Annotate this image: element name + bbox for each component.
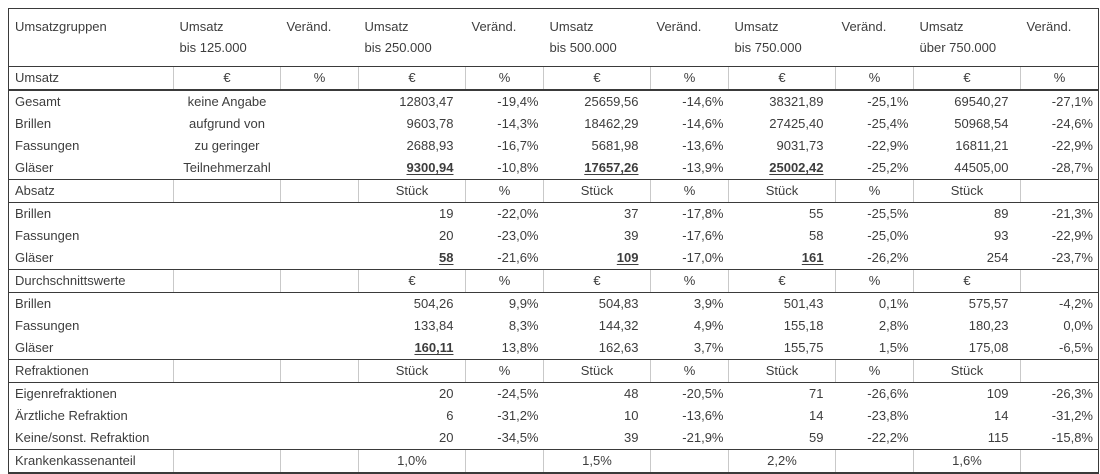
change-cell: -19,4% bbox=[497, 94, 539, 109]
unit-cell bbox=[174, 270, 281, 293]
value-cell: 14 bbox=[994, 408, 1009, 423]
footer-value-cell bbox=[1021, 450, 1099, 474]
row-label: Fassungen bbox=[15, 318, 80, 333]
data-row-brillen-absatz bbox=[9, 203, 1099, 226]
value-cell: 89 bbox=[994, 206, 1009, 221]
row-label: Fassungen bbox=[15, 138, 80, 153]
row-label: Gläser bbox=[15, 160, 54, 175]
value-cell: 504,83 bbox=[598, 296, 639, 311]
change-cell bbox=[281, 203, 359, 226]
unit-cell bbox=[174, 180, 281, 203]
value-cell: 161 bbox=[801, 250, 824, 265]
row-label: Brillen bbox=[15, 296, 52, 311]
column-header-umsatz-bis-125000 bbox=[174, 9, 281, 67]
row-label: Brillen bbox=[15, 206, 52, 221]
unit-cell bbox=[1021, 270, 1099, 293]
column-header-range: bis 750.000 bbox=[734, 40, 802, 55]
data-row-brillen-durchschnitt bbox=[9, 293, 1099, 316]
value-cell: 133,84 bbox=[413, 318, 454, 333]
value-cell: 155,75 bbox=[783, 340, 824, 355]
value-cell: 162,63 bbox=[598, 340, 639, 355]
note-cell: aufgrund von bbox=[189, 116, 265, 131]
section-row-refraktionen bbox=[9, 360, 1099, 383]
value-cell: 12803,47 bbox=[399, 94, 454, 109]
value-cell: 160,11 bbox=[414, 340, 454, 355]
column-header-range: über 750.000 bbox=[919, 40, 997, 55]
change-cell: -6,5% bbox=[1059, 340, 1093, 355]
change-cell: -4,2% bbox=[1059, 296, 1093, 311]
value-cell: 39 bbox=[624, 228, 639, 243]
value-cell: 38321,89 bbox=[769, 94, 824, 109]
change-cell: 3,9% bbox=[693, 296, 724, 311]
value-cell: 39 bbox=[624, 430, 639, 445]
column-header-umsatz-bis-500000 bbox=[544, 9, 651, 67]
change-cell: -14,6% bbox=[682, 116, 724, 131]
note-cell bbox=[174, 247, 281, 270]
footer-value-cell bbox=[466, 450, 544, 474]
section-label: Absatz bbox=[9, 180, 174, 203]
value-cell: 59 bbox=[809, 430, 824, 445]
value-cell: 5681,98 bbox=[591, 138, 639, 153]
section-label: Umsatz bbox=[9, 67, 174, 91]
note-cell bbox=[174, 293, 281, 316]
data-row-glaeser-umsatz bbox=[9, 157, 1099, 180]
value-cell: 50968,54 bbox=[954, 116, 1009, 131]
row-label: Gläser bbox=[15, 340, 54, 355]
value-cell: 115 bbox=[987, 430, 1009, 445]
value-cell: 20 bbox=[439, 386, 454, 401]
column-header-range: bis 250.000 bbox=[364, 40, 432, 55]
value-cell: 501,43 bbox=[783, 296, 824, 311]
change-cell: -13,6% bbox=[682, 408, 724, 423]
column-header-umsatzgruppen: Umsatzgruppen bbox=[9, 9, 174, 67]
column-header-veraend-3: Veränd. bbox=[651, 9, 729, 67]
footer-value-cell: 1,0% bbox=[359, 450, 466, 474]
change-cell: 3,7% bbox=[693, 340, 724, 355]
note-cell bbox=[174, 427, 281, 450]
column-header-title: Umsatz bbox=[179, 19, 224, 34]
column-header-title: Umsatz bbox=[734, 19, 779, 34]
unit-cell bbox=[1021, 180, 1099, 203]
change-cell: -17,8% bbox=[682, 206, 724, 221]
section-label: Krankenkassenanteil bbox=[9, 450, 174, 474]
value-cell: 44505,00 bbox=[954, 160, 1009, 175]
footer-value-cell bbox=[281, 450, 359, 474]
unit-cell: € bbox=[544, 67, 651, 91]
change-cell bbox=[281, 90, 359, 113]
change-cell: -15,8% bbox=[1051, 430, 1093, 445]
unit-cell: Stück bbox=[359, 360, 466, 383]
footer-value-cell: 2,2% bbox=[729, 450, 836, 474]
change-cell: -25,1% bbox=[867, 94, 909, 109]
change-cell: -25,4% bbox=[867, 116, 909, 131]
change-cell: -22,9% bbox=[1051, 228, 1093, 243]
unit-cell bbox=[281, 360, 359, 383]
note-cell bbox=[174, 337, 281, 360]
change-cell: 13,8% bbox=[501, 340, 539, 355]
note-cell bbox=[174, 225, 281, 247]
value-cell: 144,32 bbox=[598, 318, 639, 333]
change-cell bbox=[281, 315, 359, 337]
value-cell: 69540,27 bbox=[954, 94, 1009, 109]
unit-cell: Stück bbox=[729, 180, 836, 203]
data-row-glaeser-absatz bbox=[9, 247, 1099, 270]
change-cell: -24,6% bbox=[1051, 116, 1093, 131]
change-cell: -25,0% bbox=[867, 228, 909, 243]
data-row-eigenrefraktionen bbox=[9, 383, 1099, 406]
change-cell: -27,1% bbox=[1051, 94, 1093, 109]
change-cell: 9,9% bbox=[508, 296, 539, 311]
value-cell: 20 bbox=[439, 430, 454, 445]
value-cell: 2688,93 bbox=[406, 138, 454, 153]
value-cell: 175,08 bbox=[968, 340, 1009, 355]
change-cell: -26,2% bbox=[867, 250, 909, 265]
footer-value-cell bbox=[174, 450, 281, 474]
change-cell bbox=[281, 225, 359, 247]
data-row-fassungen-absatz bbox=[9, 225, 1099, 247]
row-label: Ärztliche Refraktion bbox=[15, 408, 128, 423]
section-row-durchschnittswerte bbox=[9, 270, 1099, 293]
value-cell: 19 bbox=[439, 206, 454, 221]
section-row-umsatz bbox=[9, 67, 1099, 91]
value-cell: 25002,42 bbox=[769, 160, 824, 175]
data-row-brillen-umsatz bbox=[9, 113, 1099, 135]
unit-cell: % bbox=[466, 180, 544, 203]
note-cell bbox=[174, 383, 281, 406]
change-cell bbox=[281, 135, 359, 157]
unit-cell: % bbox=[281, 67, 359, 91]
unit-cell bbox=[281, 180, 359, 203]
value-cell: 25659,56 bbox=[584, 94, 639, 109]
section-label: Durchschnittswerte bbox=[9, 270, 174, 293]
column-header-range: bis 125.000 bbox=[179, 40, 247, 55]
change-cell: -17,6% bbox=[682, 228, 724, 243]
column-header-veraend-2: Veränd. bbox=[466, 9, 544, 67]
change-cell: -25,2% bbox=[867, 160, 909, 175]
change-cell: 1,5% bbox=[878, 340, 909, 355]
change-cell: -13,6% bbox=[682, 138, 724, 153]
column-header-veraend-5: Veränd. bbox=[1021, 9, 1099, 67]
note-cell: keine Angabe bbox=[187, 94, 267, 109]
value-cell: 9300,94 bbox=[406, 160, 454, 175]
change-cell: -25,5% bbox=[867, 206, 909, 221]
change-cell: -22,0% bbox=[497, 206, 539, 221]
unit-cell: % bbox=[466, 270, 544, 293]
unit-cell: % bbox=[466, 360, 544, 383]
row-label: Gläser bbox=[15, 250, 54, 265]
change-cell: -17,0% bbox=[682, 250, 724, 265]
data-row-glaeser-durchschnitt bbox=[9, 337, 1099, 360]
row-label: Keine/sonst. Refraktion bbox=[15, 430, 150, 445]
change-cell bbox=[281, 405, 359, 427]
value-cell: 17657,26 bbox=[584, 160, 639, 175]
value-cell: 58 bbox=[439, 250, 454, 265]
value-cell: 180,23 bbox=[968, 318, 1009, 333]
change-cell: 0,0% bbox=[1063, 318, 1093, 333]
change-cell: -14,6% bbox=[682, 94, 724, 109]
value-cell: 37 bbox=[624, 206, 639, 221]
unit-cell: Stück bbox=[729, 360, 836, 383]
note-cell bbox=[174, 315, 281, 337]
value-cell: 109 bbox=[616, 250, 639, 265]
column-header-title: Umsatz bbox=[919, 19, 964, 34]
change-cell bbox=[281, 157, 359, 180]
value-cell: 27425,40 bbox=[769, 116, 824, 131]
change-cell: -21,9% bbox=[682, 430, 724, 445]
unit-cell bbox=[1021, 360, 1099, 383]
change-cell: -26,3% bbox=[1051, 386, 1093, 401]
unit-cell: € bbox=[914, 67, 1021, 91]
change-cell: 0,1% bbox=[878, 296, 909, 311]
footer-value-cell: 1,6% bbox=[914, 450, 1021, 474]
change-cell: 4,9% bbox=[693, 318, 724, 333]
report-page bbox=[0, 8, 1100, 468]
column-header-umsatz-bis-750000 bbox=[729, 9, 836, 67]
note-cell bbox=[174, 203, 281, 226]
note-cell: zu geringer bbox=[194, 138, 260, 153]
column-header-range: bis 500.000 bbox=[549, 40, 617, 55]
change-cell: -24,5% bbox=[497, 386, 539, 401]
change-cell: -14,3% bbox=[497, 116, 539, 131]
note-cell bbox=[174, 405, 281, 427]
change-cell bbox=[281, 427, 359, 450]
value-cell: 575,57 bbox=[968, 296, 1009, 311]
unit-cell: Stück bbox=[544, 180, 651, 203]
unit-cell bbox=[174, 360, 281, 383]
footer-value-cell bbox=[836, 450, 914, 474]
umsatzgruppen-table bbox=[8, 8, 1099, 474]
value-cell: 10 bbox=[624, 408, 639, 423]
row-label: Fassungen bbox=[15, 228, 80, 243]
column-header-umsatz-bis-250000 bbox=[359, 9, 466, 67]
column-header-umsatz-ueber-750000 bbox=[914, 9, 1021, 67]
change-cell: -31,2% bbox=[497, 408, 539, 423]
unit-cell: Stück bbox=[914, 180, 1021, 203]
column-header-title: Umsatz bbox=[364, 19, 409, 34]
footer-value-cell bbox=[651, 450, 729, 474]
unit-cell: € bbox=[359, 67, 466, 91]
value-cell: 55 bbox=[809, 206, 824, 221]
unit-cell: € bbox=[359, 270, 466, 293]
value-cell: 58 bbox=[809, 228, 824, 243]
change-cell: -23,8% bbox=[867, 408, 909, 423]
value-cell: 71 bbox=[809, 386, 824, 401]
value-cell: 6 bbox=[446, 408, 454, 423]
value-cell: 155,18 bbox=[783, 318, 824, 333]
change-cell bbox=[281, 293, 359, 316]
unit-cell: % bbox=[466, 67, 544, 91]
change-cell: 2,8% bbox=[878, 318, 909, 333]
row-label: Eigenrefraktionen bbox=[15, 386, 117, 401]
change-cell: -23,0% bbox=[497, 228, 539, 243]
unit-cell: % bbox=[836, 270, 914, 293]
change-cell: -34,5% bbox=[497, 430, 539, 445]
row-label: Gesamt bbox=[15, 94, 61, 109]
unit-cell: % bbox=[651, 67, 729, 91]
change-cell: -22,2% bbox=[867, 430, 909, 445]
change-cell: -31,2% bbox=[1051, 408, 1093, 423]
change-cell bbox=[281, 113, 359, 135]
unit-cell: % bbox=[836, 67, 914, 91]
change-cell bbox=[281, 337, 359, 360]
value-cell: 93 bbox=[994, 228, 1009, 243]
value-cell: 109 bbox=[986, 386, 1009, 401]
unit-cell: % bbox=[651, 180, 729, 203]
data-row-fassungen-durchschnitt bbox=[9, 315, 1099, 337]
data-row-keine-sonst-refraktion bbox=[9, 427, 1099, 450]
value-cell: 18462,29 bbox=[584, 116, 639, 131]
change-cell: -10,8% bbox=[497, 160, 539, 175]
unit-cell: % bbox=[836, 360, 914, 383]
change-cell: -22,9% bbox=[1051, 138, 1093, 153]
change-cell: -26,6% bbox=[867, 386, 909, 401]
change-cell bbox=[281, 247, 359, 270]
data-row-fassungen-umsatz bbox=[9, 135, 1099, 157]
value-cell: 20 bbox=[439, 228, 454, 243]
change-cell: -21,3% bbox=[1051, 206, 1093, 221]
column-header-veraend-4: Veränd. bbox=[836, 9, 914, 67]
value-cell: 14 bbox=[809, 408, 824, 423]
column-header-veraend-1: Veränd. bbox=[281, 9, 359, 67]
column-header-title: Umsatz bbox=[549, 19, 594, 34]
value-cell: 9603,78 bbox=[406, 116, 454, 131]
change-cell bbox=[281, 383, 359, 406]
unit-cell: € bbox=[914, 270, 1021, 293]
change-cell: -21,6% bbox=[497, 250, 539, 265]
note-cell: Teilnehmerzahl bbox=[183, 160, 271, 175]
unit-cell: € bbox=[729, 270, 836, 293]
value-cell: 504,26 bbox=[413, 296, 454, 311]
unit-cell: Stück bbox=[914, 360, 1021, 383]
change-cell: -20,5% bbox=[682, 386, 724, 401]
section-label: Refraktionen bbox=[9, 360, 174, 383]
unit-cell: % bbox=[836, 180, 914, 203]
data-row-aerztliche-refraktion bbox=[9, 405, 1099, 427]
footer-value-cell: 1,5% bbox=[544, 450, 651, 474]
change-cell: 8,3% bbox=[508, 318, 539, 333]
change-cell: -23,7% bbox=[1051, 250, 1093, 265]
unit-cell bbox=[281, 270, 359, 293]
unit-cell: % bbox=[651, 270, 729, 293]
section-row-krankenkassenanteil bbox=[9, 450, 1099, 474]
value-cell: 48 bbox=[624, 386, 639, 401]
data-row-gesamt bbox=[9, 90, 1099, 113]
header-row bbox=[9, 9, 1099, 67]
value-cell: 254 bbox=[986, 250, 1009, 265]
unit-cell: Stück bbox=[544, 360, 651, 383]
row-label: Brillen bbox=[15, 116, 52, 131]
change-cell: -13,9% bbox=[682, 160, 724, 175]
unit-cell: % bbox=[651, 360, 729, 383]
unit-cell: € bbox=[544, 270, 651, 293]
unit-cell: € bbox=[174, 67, 281, 91]
value-cell: 16811,21 bbox=[955, 138, 1009, 153]
unit-cell: % bbox=[1021, 67, 1099, 91]
change-cell: -16,7% bbox=[497, 138, 539, 153]
change-cell: -28,7% bbox=[1051, 160, 1093, 175]
unit-cell: € bbox=[729, 67, 836, 91]
change-cell: -22,9% bbox=[867, 138, 909, 153]
unit-cell: Stück bbox=[359, 180, 466, 203]
value-cell: 9031,73 bbox=[776, 138, 824, 153]
section-row-absatz bbox=[9, 180, 1099, 203]
